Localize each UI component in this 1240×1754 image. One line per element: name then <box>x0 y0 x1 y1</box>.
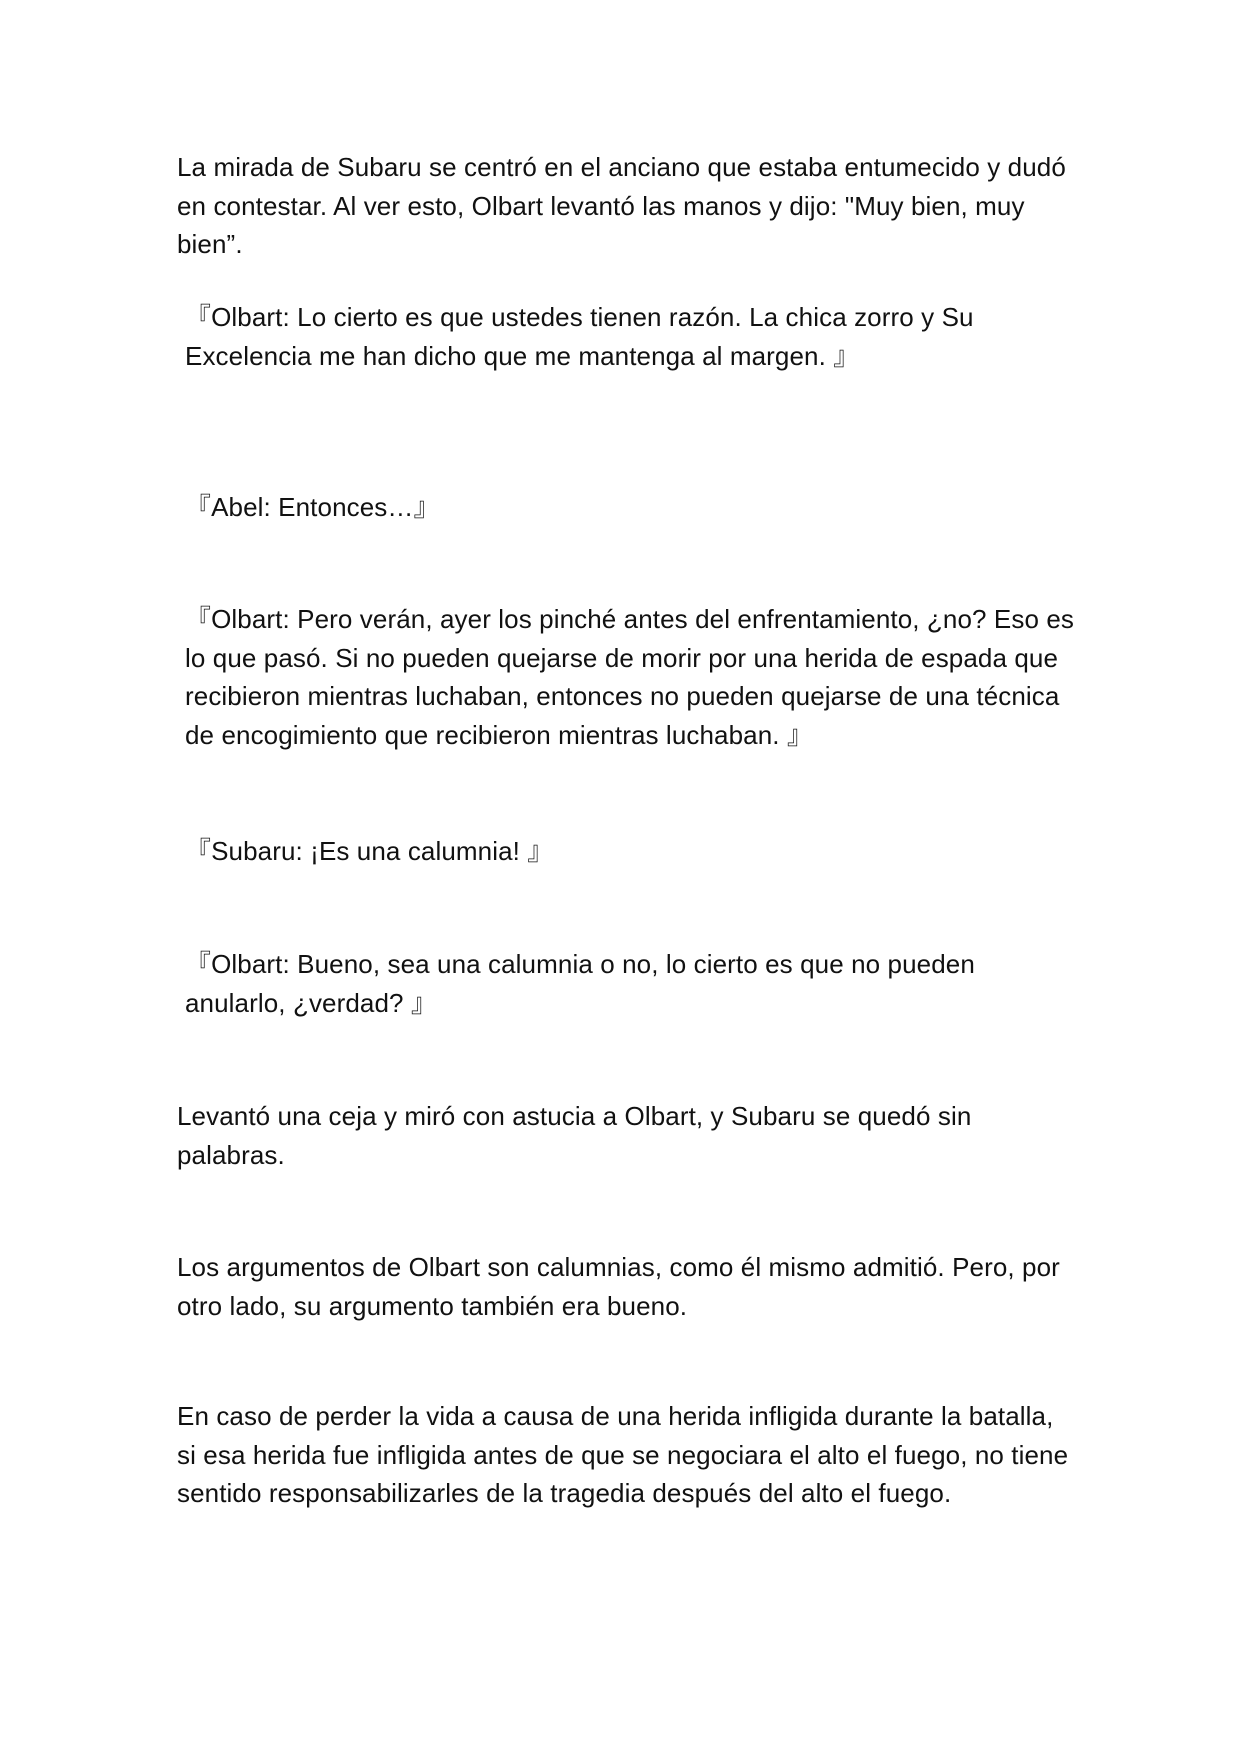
dialogue-olbart-1: 『Olbart: Lo cierto es que ustedes tienen razón. La chica zorro y Su Excelencia me han dicho que me mantenga al margen. 』 <box>185 302 974 371</box>
dialogue-abel: 『Abel: Entonces…』 <box>185 492 440 522</box>
paragraph-subaru-hesitates: La mirada de Subaru se centró en el anciano que estaba entumecido y dudó en contestar. Al ver esto, Olbart levantó las manos y dijo: "Muy bien, muy bien”. <box>177 152 1066 259</box>
dialogue-olbart-3: 『Olbart: Bueno, sea una calumnia o no, lo cierto es que no pueden anularlo, ¿verdad? 』 <box>185 949 975 1018</box>
paragraph-ceasefire: En caso de perder la vida a causa de una herida infligida durante la batalla, si esa herida fue infligida antes de que se negociara el alto el fuego, no tiene sentido responsabilizarles de la tragedia después del alto el fuego. <box>177 1401 1069 1508</box>
dialogue-subaru: 『Subaru: ¡Es una calumnia! 』 <box>185 836 554 866</box>
paragraph-olbart-arguments: Los argumentos de Olbart son calumnias, como él mismo admitió. Pero, por otro lado, su argumento también era bueno. <box>177 1252 1060 1321</box>
paragraph-subaru-speechless: Levantó una ceja y miró con astucia a Olbart, y Subaru se quedó sin palabras. <box>177 1101 972 1170</box>
dialogue-olbart-2: 『Olbart: Pero verán, ayer los pinché antes del enfrentamiento, ¿no? Eso es lo que pasó. Si no pueden quejarse de morir por una herida de espada que recibieron mientras luchaban, entonces no pueden quejarse de una técnica de encogimiento que recibieron mientras luchaban. 』 <box>185 604 1074 750</box>
